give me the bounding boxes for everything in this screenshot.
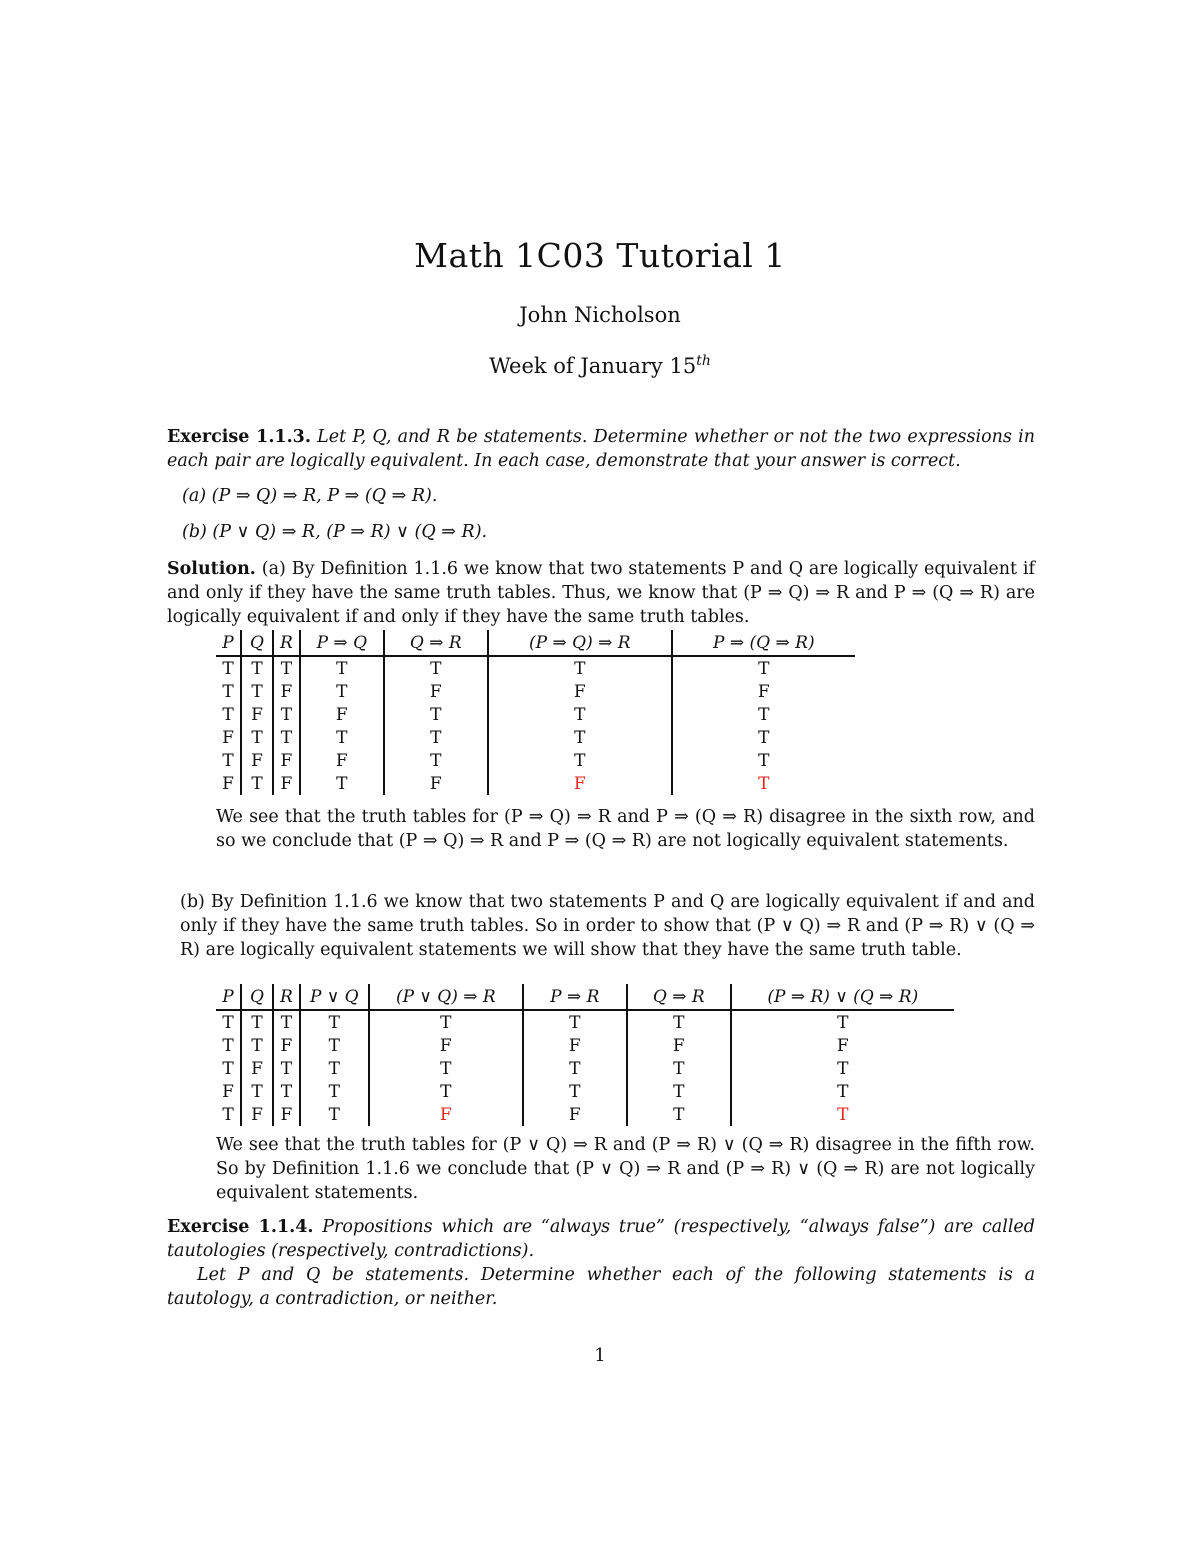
table-cell: T — [241, 1034, 273, 1057]
table-cell: T — [216, 1057, 241, 1080]
table-cell: F — [273, 1103, 300, 1126]
table-cell: T — [216, 749, 241, 772]
table-row — [216, 1103, 954, 1126]
page-number: 1 — [594, 1345, 606, 1366]
solution-a-text: (a) By Definition 1.1.6 we know that two statements P and Q are logically equivalent if and only if they have the same truth tables. Thus, we know that (P ⇒ Q) ⇒ R and P ⇒ (Q ⇒ R) are logically equivalent if and only if they have the same truth tables. — [167, 559, 1035, 627]
table-cell: F — [757, 681, 770, 702]
table-cell: F — [523, 1034, 627, 1057]
table-cell: T — [273, 726, 300, 749]
author-name: John Nicholson — [519, 303, 681, 327]
exercise-114-text: Propositions which are “always true” (respectively, “always false”) are called tautologies (respectively, contradictions). — [167, 1217, 1035, 1261]
table-cell: T — [241, 680, 273, 703]
table-header-cell: Q ⇒ R — [627, 984, 731, 1010]
table-cell: T — [758, 750, 770, 771]
table-header-cell: R — [273, 984, 300, 1010]
table-cell: T — [241, 656, 273, 680]
table-cell: F — [523, 1103, 627, 1126]
table-cell: T — [241, 1010, 273, 1034]
table-cell: F — [241, 703, 273, 726]
page-title: Math 1C03 Tutorial 1 — [414, 236, 786, 275]
table-cell: T — [369, 1057, 523, 1080]
table-cell: T — [488, 726, 672, 749]
table-cell: T — [837, 1081, 849, 1102]
table-row — [216, 1080, 954, 1103]
table-cell: F — [241, 749, 273, 772]
table-cell: F — [488, 772, 672, 795]
table-cell: T — [369, 1010, 523, 1034]
table-cell: T — [300, 1080, 369, 1103]
table-row — [216, 726, 855, 749]
solution-a-intro — [167, 557, 1035, 629]
table-header-cell: Q ⇒ R — [384, 630, 488, 656]
table-cell: T — [216, 1103, 241, 1126]
table-cell: T — [300, 726, 384, 749]
solution-b-conclusion: We see that the truth tables for (P ∨ Q) ⇒ R and (P ⇒ R) ∨ (Q ⇒ R) disagree in the fifth row. So by Definition 1.1.6 we conclude that (P ∨ Q) ⇒ R and (P ⇒ R) ∨ (Q ⇒ R) are not logically equivalent statements. — [216, 1135, 1035, 1203]
table-cell: F — [273, 749, 300, 772]
table-cell: F — [369, 1103, 523, 1126]
table-row — [216, 1010, 954, 1034]
table-cell: F — [300, 703, 384, 726]
exercise-113-part-b: (b) (P ∨ Q) ⇒ R, (P ⇒ R) ∨ (Q ⇒ R). — [182, 522, 488, 542]
table-header-cell: P ⇒ (Q ⇒ R) — [672, 630, 855, 656]
table-cell: T — [488, 703, 672, 726]
exercise-114-text2: Let P and Q be statements. Determine whether each of the following statements is a tautology, a contradiction, or neither. — [167, 1265, 1035, 1309]
table-cell: T — [300, 1034, 369, 1057]
table-row — [216, 1057, 954, 1080]
table-cell: F — [384, 772, 488, 795]
table-cell: T — [837, 1012, 849, 1033]
exercise-113 — [167, 425, 1035, 473]
table-cell: T — [300, 1057, 369, 1080]
table-cell: T — [627, 1080, 731, 1103]
table-header-cell: (P ⇒ Q) ⇒ R — [488, 630, 672, 656]
table-cell: T — [384, 726, 488, 749]
table-cell: T — [627, 1010, 731, 1034]
table-cell: F — [273, 772, 300, 795]
table-cell: T — [758, 727, 770, 748]
table-row — [216, 680, 855, 703]
table-header-cell: P ⇒ Q — [300, 630, 384, 656]
table-cell: T — [758, 658, 770, 679]
table-header-cell: (P ⇒ R) ∨ (Q ⇒ R) — [731, 984, 954, 1010]
table-cell: F — [241, 1057, 273, 1080]
exercise-114 — [167, 1215, 1035, 1263]
table-cell: T — [488, 749, 672, 772]
table-cell: T — [216, 680, 241, 703]
truth-table-a — [216, 630, 855, 795]
exercise-113-text: Let P, Q, and R be statements. Determine whether or not the two expressions in each pair are logically equivalent. In each case, demonstrate that your answer is correct. — [167, 427, 1035, 471]
table-cell: F — [241, 1103, 273, 1126]
table-header-cell: P — [216, 984, 241, 1010]
table-cell: T — [837, 1104, 849, 1125]
table-cell: T — [273, 703, 300, 726]
date-text: Week of January 15 — [489, 354, 697, 378]
table-cell: T — [241, 1080, 273, 1103]
table-cell: F — [300, 749, 384, 772]
table-cell: T — [273, 1010, 300, 1034]
table-cell: T — [369, 1080, 523, 1103]
table-header-cell: Q — [241, 984, 273, 1010]
table-cell: T — [523, 1057, 627, 1080]
table-cell: T — [384, 749, 488, 772]
solution-label: Solution. — [167, 559, 256, 579]
table-header-cell: R — [273, 630, 300, 656]
table-row — [216, 1034, 954, 1057]
table-row — [216, 772, 855, 795]
table-header-cell: P ∨ Q — [300, 984, 369, 1010]
table-cell: T — [300, 772, 384, 795]
table-cell: T — [523, 1010, 627, 1034]
date-line — [0, 353, 1200, 378]
table-cell: T — [384, 656, 488, 680]
table-cell: T — [241, 772, 273, 795]
table-cell: T — [300, 680, 384, 703]
table-cell: T — [273, 656, 300, 680]
exercise-114-label: Exercise 1.1.4. — [167, 1217, 314, 1237]
table-cell: T — [216, 1010, 241, 1034]
table-header-cell: Q — [241, 630, 273, 656]
table-cell: T — [384, 703, 488, 726]
table-cell: F — [369, 1034, 523, 1057]
table-row — [216, 656, 855, 680]
table-cell: T — [241, 726, 273, 749]
table-cell: T — [216, 656, 241, 680]
table-header-cell: P — [216, 630, 241, 656]
table-cell: T — [300, 1103, 369, 1126]
truth-table-b — [216, 984, 954, 1126]
exercise-113-part-a: (a) (P ⇒ Q) ⇒ R, P ⇒ (Q ⇒ R). — [182, 486, 438, 506]
table-cell: F — [216, 772, 241, 795]
table-cell: T — [627, 1057, 731, 1080]
table-row — [216, 703, 855, 726]
table-cell: T — [216, 703, 241, 726]
table-cell: F — [627, 1034, 731, 1057]
table-cell: F — [836, 1035, 849, 1056]
table-cell: F — [488, 680, 672, 703]
exercise-113-label: Exercise 1.1.3. — [167, 427, 311, 447]
table-cell: F — [216, 726, 241, 749]
table-cell: F — [273, 1034, 300, 1057]
table-header-cell: (P ∨ Q) ⇒ R — [369, 984, 523, 1010]
table-cell: T — [627, 1103, 731, 1126]
table-header-cell: P ⇒ R — [523, 984, 627, 1010]
table-cell: T — [758, 704, 770, 725]
date-superscript: th — [696, 353, 711, 369]
table-cell: T — [488, 656, 672, 680]
table-cell: T — [300, 1010, 369, 1034]
solution-b-intro: (b) By Definition 1.1.6 we know that two statements P and Q are logically equivalent if and and only if they have the same truth tables. So in order to show that (P ∨ Q) ⇒ R and (P ⇒ R) ∨ (Q ⇒ R) are logically equivalent statements we will show that they have the same truth table. — [180, 892, 1035, 960]
table-cell: T — [758, 773, 770, 794]
table-row — [216, 749, 855, 772]
table-cell: T — [216, 1034, 241, 1057]
table-cell: F — [384, 680, 488, 703]
solution-a-conclusion: We see that the truth tables for (P ⇒ Q) ⇒ R and P ⇒ (Q ⇒ R) disagree in the sixth row, and so we conclude that (P ⇒ Q) ⇒ R and P ⇒ (Q ⇒ R) are not logically equivalent statements. — [216, 807, 1035, 851]
table-cell: F — [273, 680, 300, 703]
table-cell: T — [273, 1080, 300, 1103]
table-cell: T — [273, 1057, 300, 1080]
table-cell: F — [216, 1080, 241, 1103]
table-cell: T — [300, 656, 384, 680]
table-cell: T — [837, 1058, 849, 1079]
table-cell: T — [523, 1080, 627, 1103]
